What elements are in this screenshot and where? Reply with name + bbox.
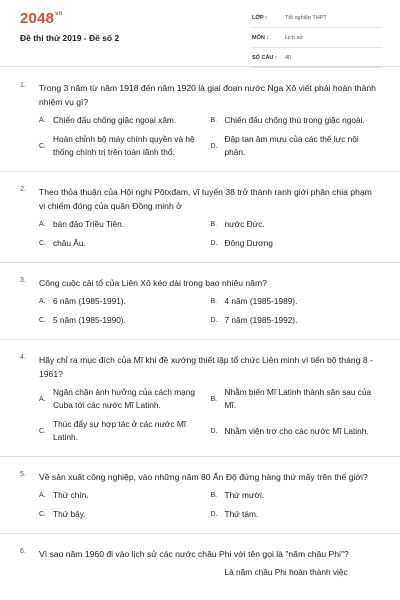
answer-letter: C. [39, 317, 46, 324]
answer-text: Nhằm biến Mĩ Latinh thành sân sau của Mĩ. [224, 387, 372, 410]
answer-option-d[interactable] [211, 425, 381, 438]
question-header [20, 353, 380, 381]
question-number: 1. [20, 82, 26, 89]
answer-option-c[interactable] [39, 508, 209, 521]
answer-letter: A. [39, 492, 46, 499]
answer-text: Hoàn chỉnh bộ máy chính quyền và hệ thống chính trị trên toàn lãnh thổ. [53, 134, 195, 157]
meta-class [252, 12, 382, 28]
answer-option-c[interactable] [39, 314, 209, 327]
question-header [20, 185, 380, 213]
question-2 [0, 172, 400, 263]
answer-options [20, 566, 380, 585]
meta-value: Lịch sử [285, 35, 304, 41]
answer-option-b[interactable] [211, 295, 381, 308]
answer-option-d[interactable] [211, 314, 381, 327]
exam-title: Đề thi thử 2019 - Đề số 2 [20, 33, 120, 43]
answer-letter: B. [210, 395, 218, 403]
answer-option-b[interactable] [211, 114, 381, 127]
question-5 [0, 457, 400, 534]
answer-option-b[interactable] [211, 218, 381, 231]
answer-letter: B. [210, 221, 218, 228]
page-header [0, 0, 400, 68]
answer-text: Đập tan âm mưu của các thế lực nội phản. [224, 134, 359, 157]
answer-letter: D. [210, 240, 218, 247]
answer-text: bán đảo Triều Tiên. [53, 219, 125, 229]
answer-text: 4 năm (1985-1989). [224, 296, 298, 306]
question-list [0, 68, 400, 591]
answer-text: Thứ mười. [224, 490, 265, 500]
answer-option-a[interactable] [39, 114, 209, 127]
logo-text: 2048 [20, 10, 55, 27]
meta-label: SỐ CÂU : [252, 55, 277, 61]
answer-text: Thúc đẩy sự hợp tác ở các nước Mĩ Latinh. [53, 419, 187, 442]
question-text: Trong 3 năm từ năm 1918 đến năm 1920 là giai đoạn nước Nga Xô viết phải hoàn thành nhiệm vụ gì? [39, 83, 376, 107]
answer-text: Nhằm viện trợ cho các nước Mĩ Latinh. [224, 425, 369, 436]
question-1 [0, 68, 400, 172]
answer-options [20, 295, 380, 333]
answer-option-a[interactable] [39, 295, 209, 308]
meta-value: Tốt nghiệp THPT [285, 15, 327, 21]
exam-meta [252, 12, 382, 72]
answer-text: 6 năm (1985-1991). [53, 296, 126, 306]
meta-label: LỚP : [252, 15, 267, 21]
question-number: 6. [20, 548, 26, 555]
question-number: 4. [20, 354, 26, 361]
answer-option-a[interactable] [39, 218, 209, 231]
answer-option-d[interactable] [211, 133, 381, 159]
question-number: 2. [20, 186, 26, 193]
answer-letter: B. [210, 492, 218, 499]
answer-letter: B. [210, 117, 218, 124]
answer-letter: A. [39, 221, 46, 228]
logo-suffix: vn [55, 11, 63, 17]
question-header [20, 81, 380, 109]
answer-option-b[interactable] [211, 386, 381, 412]
answer-text: Chiến đấu chống thù trong giặc ngoài. [224, 115, 365, 125]
question-header [20, 470, 380, 484]
answer-option-c[interactable] [39, 237, 209, 250]
answer-text: Đông Dương [224, 238, 273, 248]
answer-letter: C. [39, 427, 46, 435]
question-text: Theo thỏa thuận của Hội nghị Pôtxđam, vĩ tuyến 38 trở thành ranh giới phân chia phạm vi chiếm đóng của quân Đồng minh ở [39, 187, 372, 211]
answer-options [20, 218, 380, 256]
question-6 [0, 534, 400, 591]
answer-option-a[interactable] [39, 489, 209, 502]
answer-option-b[interactable] [211, 489, 381, 502]
meta-subject [252, 32, 382, 48]
answer-option-d[interactable] [211, 508, 381, 521]
answer-text: 7 năm (1985-1992). [224, 315, 298, 325]
meta-value: 40 [285, 55, 292, 61]
answer-text: nước Đức. [224, 219, 265, 229]
answer-options [20, 386, 380, 450]
answer-letter: C. [39, 240, 46, 247]
answer-letter: D. [210, 142, 218, 150]
answer-text: Ngăn chặn ảnh hưởng của cách mạng Cuba tới các nước Mĩ Latinh. [53, 387, 195, 410]
answer-letter: D. [210, 317, 218, 324]
answer-letter: C. [39, 511, 46, 518]
answer-option-b[interactable] [211, 566, 381, 579]
site-logo[interactable] [20, 11, 63, 26]
answer-letter: A. [39, 298, 46, 305]
question-text: Công cuộc cải tổ của Liên Xô kéo dài trong bao nhiêu năm? [39, 278, 267, 288]
answer-letter: A. [39, 117, 46, 124]
question-text: Về sản xuất công nghiệp, vào những năm 80 Ấn Độ đứng hàng thứ mấy trên thế giới? [39, 472, 368, 482]
header-divider [0, 66, 400, 67]
answer-text: Thứ chín. [53, 490, 89, 500]
answer-letter: D. [210, 427, 218, 435]
answer-letter: C. [39, 142, 46, 150]
question-text: Hãy chỉ ra mục đích của Mĩ khi đề xướng thiết lập tổ chức Liên minh vì tiến bộ tháng 8 - 1961? [39, 355, 373, 379]
question-header [20, 547, 380, 561]
answer-text: Chiến đấu chống giặc ngoại xâm. [53, 115, 177, 125]
answer-text: Thứ bảy. [53, 509, 86, 519]
answer-option-c[interactable] [39, 418, 209, 444]
answer-text: Thứ tám. [224, 509, 259, 519]
answer-options [20, 489, 380, 527]
question-4 [0, 340, 400, 457]
question-3 [0, 263, 400, 340]
answer-text: Là năm châu Phi hoàn thành việc [224, 567, 348, 577]
answer-letter: D. [210, 511, 218, 518]
answer-options [20, 114, 380, 165]
question-header [20, 276, 380, 290]
answer-letter: A. [39, 395, 46, 403]
meta-label: MÔN : [252, 35, 269, 41]
answer-option-d[interactable] [211, 237, 381, 250]
answer-option-c[interactable] [39, 133, 209, 159]
answer-text: châu Âu. [53, 238, 86, 248]
answer-letter: B. [210, 298, 218, 305]
question-text: Vì sao năm 1960 đi vào lịch sử các nước châu Phi với tên gọi là "năm châu Phi"? [39, 549, 349, 559]
answer-option-a[interactable] [39, 386, 209, 412]
answer-text: 5 năm (1985-1990). [53, 315, 126, 325]
question-number: 5. [20, 471, 26, 478]
question-number: 3. [20, 277, 26, 284]
